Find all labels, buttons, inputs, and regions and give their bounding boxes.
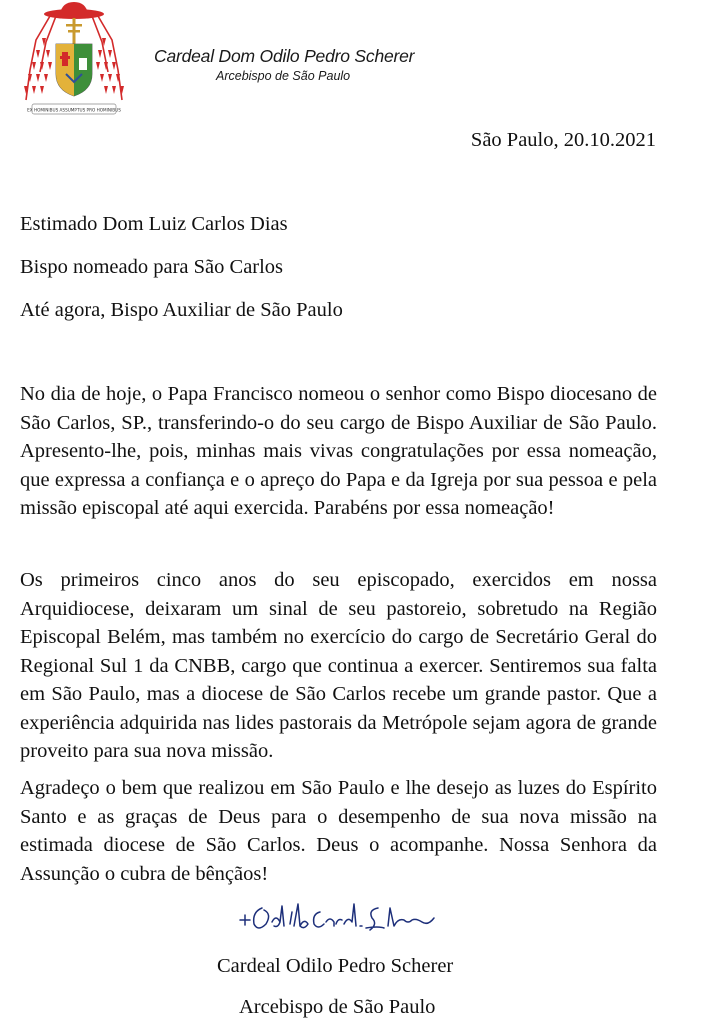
handwritten-signature <box>238 898 438 938</box>
body-paragraph-2: Os primeiros cinco anos do seu episcopado, exercidos em nossa Arquidiocese, deixaram um sinal de seu pastoreio, sobretudo na Região Episcopal Belém, mas também no exercício do cargo de Secretário Geral do Regional Sul 1 da CNBB, cargo que continua a exercer. Sentiremos sua falta em São Paulo, mas a diocese de São Carlos recebe um grande pastor. Que a experiência adquirida nas lides pastorais da Metrópole sejam agora de grande proveito para sua nova missão. <box>20 569 657 762</box>
letterhead-name: Cardeal Dom Odilo Pedro Scherer <box>154 46 415 66</box>
letterhead-title: Arcebispo de São Paulo <box>216 69 351 83</box>
recipient-line-2: Bispo nomeado para São Carlos <box>20 256 284 278</box>
body-paragraph-3: Agradeço o bem que realizou em São Paulo e lhe desejo as luzes do Espírito Santo e as graças de Deus para o desempenho de sua nova missão na estimada diocese de São Carlos. Deus o acompanhe. Nossa Senhora da Assunção o cubra de bênçãos! <box>20 777 657 885</box>
recipient-line-1: Estimado Dom Luiz Carlos Dias <box>20 213 288 235</box>
recipient-line-3: Até agora, Bispo Auxiliar de São Paulo <box>20 299 343 321</box>
letterhead <box>22 0 422 125</box>
signature-title: Arcebispo de São Paulo <box>239 996 436 1018</box>
letter-date: São Paulo, 20.10.2021 <box>470 129 656 151</box>
motto-text: EX HOMINIBUS ASSUMPTUS PRO HOMINIBUS <box>27 107 121 113</box>
signature-name: Cardeal Odilo Pedro Scherer <box>217 955 454 977</box>
coat-of-arms-icon <box>22 0 126 122</box>
letterhead-text <box>154 46 414 83</box>
body-paragraph-1: No dia de hoje, o Papa Francisco nomeou o senhor como Bispo diocesano de São Carlos, SP., transferindo-o do seu cargo de Bispo Auxiliar de São Paulo. Apresento-lhe, pois, minhas mais vivas congratulações por essa nomeação, que expressa a confiança e o apreço do Papa e da Igreja por sua pessoa e pela missão episcopal até aqui exercida. Parabéns por essa nomeação! <box>20 383 657 519</box>
